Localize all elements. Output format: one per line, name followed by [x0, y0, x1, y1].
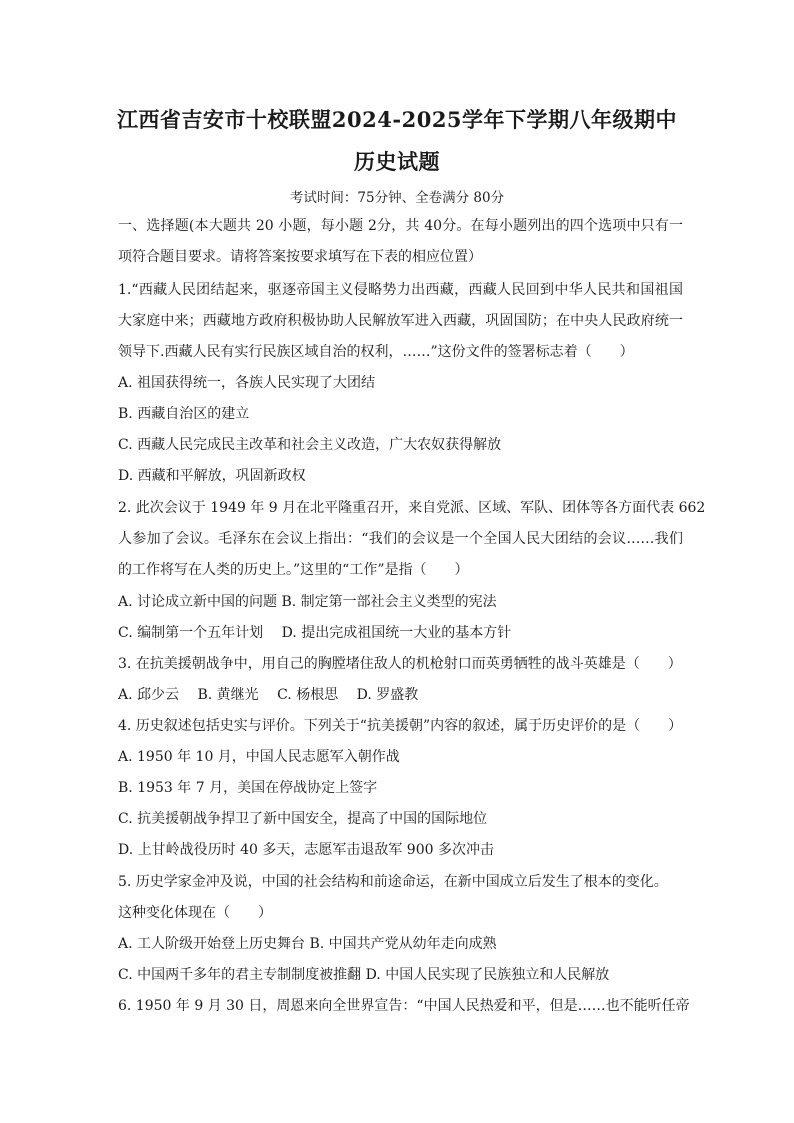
question-2-options-cd: C. 编制第一个五年计划 D. 提出完成祖国统一大业的基本方针 [118, 625, 512, 641]
exam-title: 江西省吉安市十校联盟2024-2025学年下学期八年级期中 [116, 107, 678, 132]
question-4-option-c: C. 抗美援朝战争捍卫了新中国安全，提高了中国的国际地位 [118, 811, 488, 827]
question-3-stem: 3. 在抗美援朝战争中，用自己的胸膛堵住敌人的机枪射口而英勇牺牲的战斗英雄是（ ） [118, 656, 682, 672]
question-2-stem: 2. 此次会议于 1949 年 9 月在北平隆重召开，来自党派、区域、军队、团体等各方面代表 662 [118, 500, 706, 516]
question-1-option-b: B. 西藏自治区的建立 [118, 406, 250, 422]
question-6-stem: 6. 1950 年 9 月 30 日，周恩来向全世界宣告：“中国人民热爱和平，但是……也不能听任帝 [118, 998, 690, 1014]
question-5-options-ab: A. 工人阶级开始登上历史舞台 B. 中国共产党从幼年走向成熟 [118, 936, 497, 952]
question-5-stem: 这种变化体现在（ ） [118, 905, 272, 921]
exam-info: 考试时间：75分钟、全卷满分 80分 [289, 190, 505, 206]
question-1-option-d: D. 西藏和平解放，巩固新政权 [118, 468, 306, 484]
question-4-stem: 4. 历史叙述包括史实与评价。下列关于“抗美援朝”内容的叙述，属于历史评价的是（ ） [118, 718, 683, 734]
section-instructions-line: 一、选择题(本大题共 20 小题，每小题 2分，共 40分。在每小题列出的四个选项中只有一 [118, 218, 683, 234]
question-1-stem: 领导下.西藏人民有实行民族区域自治的权利，……”这份文件的签署标志着（ ） [118, 344, 634, 360]
section-instructions-line: 项符合题目要求。请将答案按要求填写在下表的相应位置） [118, 249, 482, 265]
question-5-options-cd: C. 中国两千多年的君主专制制度被推翻 D. 中国人民实现了民族独立和人民解放 [118, 967, 610, 983]
question-4-option-d: D. 上甘岭战役历时 40 多天，志愿军击退敌军 900 多次冲击 [118, 842, 494, 858]
question-2-options-ab: A. 讨论成立新中国的问题 B. 制定第一部社会主义类型的宪法 [118, 594, 497, 610]
question-2-stem: 的工作将写在人类的历史上。”这里的“工作”是指（ ） [118, 562, 469, 578]
question-1-stem: 1.“西藏人民团结起来，驱逐帝国主义侵略势力出西藏，西藏人民回到中华人民共和国祖国 [118, 282, 683, 298]
exam-subtitle: 历史试题 [354, 149, 440, 174]
question-5-stem: 5. 历史学家金冲及说，中国的社会结构和前途命运，在新中国成立后发生了根本的变化。 [118, 874, 668, 890]
question-2-stem: 人参加了会议。毛泽东在会议上指出：“我们的会议是一个全国人民大团结的会议……我们 [118, 531, 683, 547]
question-4-option-b: B. 1953 年 7 月，美国在停战协定上签字 [118, 780, 378, 796]
question-3-options: A. 邱少云 B. 黄继光 C. 杨根思 D. 罗盛教 [118, 687, 419, 703]
question-1-stem: 大家庭中来；西藏地方政府积极协助人民解放军进入西藏，巩固国防；在中央人民政府统一 [118, 313, 683, 329]
question-4-option-a: A. 1950 年 10 月，中国人民志愿军入朝作战 [118, 749, 400, 765]
question-1-option-c: C. 西藏人民完成民主改革和社会主义改造，广大农奴获得解放 [118, 437, 502, 453]
question-1-option-a: A. 祖国获得统一，各族人民实现了大团结 [118, 375, 376, 391]
